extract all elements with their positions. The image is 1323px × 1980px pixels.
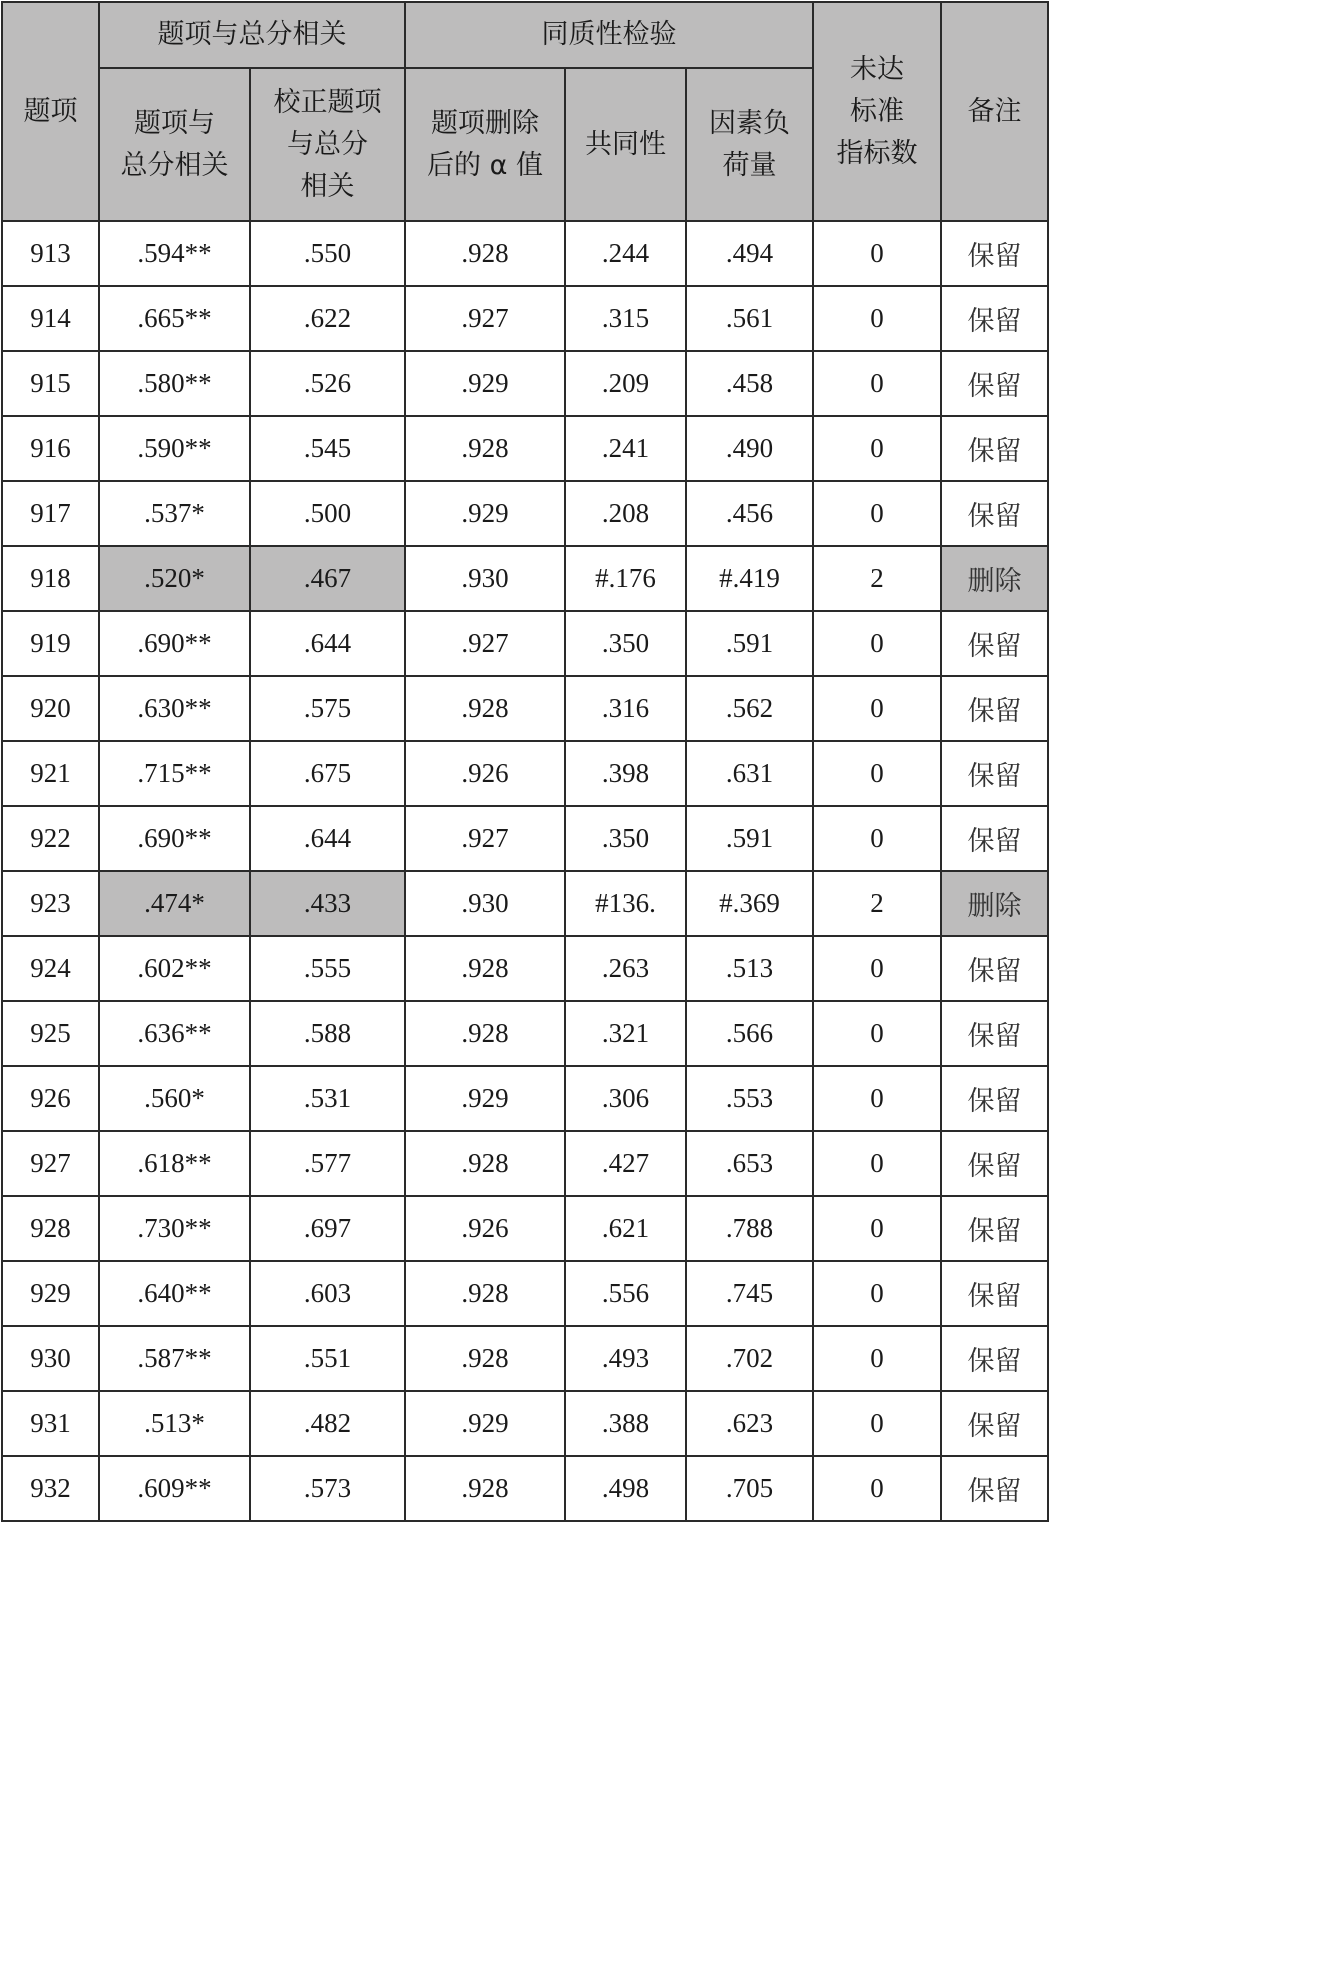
- cell-remark: 保留: [941, 351, 1048, 416]
- cell-communality: .244: [565, 221, 686, 286]
- cell-communality: .321: [565, 1001, 686, 1066]
- cell-item-total-correlation: .580**: [99, 351, 250, 416]
- cell-corrected-correlation: .603: [250, 1261, 405, 1326]
- cell-item: 913: [2, 221, 99, 286]
- cell-remark: 保留: [941, 1391, 1048, 1456]
- cell-remark: 删除: [941, 546, 1048, 611]
- cell-unmet-count: 0: [813, 221, 941, 286]
- cell-factor-loading: #.419: [686, 546, 813, 611]
- cell-alpha-if-deleted: .928: [405, 936, 565, 1001]
- cell-item-total-correlation: .715**: [99, 741, 250, 806]
- cell-item-total-correlation: .690**: [99, 806, 250, 871]
- cell-alpha-if-deleted: .928: [405, 1456, 565, 1521]
- cell-corrected-correlation: .697: [250, 1196, 405, 1261]
- cell-unmet-count: 2: [813, 546, 941, 611]
- header-unmet-line-1: 未达: [850, 53, 905, 85]
- header-alpha-if-deleted: [405, 68, 565, 221]
- cell-item: 930: [2, 1326, 99, 1391]
- header-item-total-line-2: 总分相关: [120, 149, 229, 181]
- cell-remark: 保留: [941, 1261, 1048, 1326]
- cell-corrected-correlation: .577: [250, 1131, 405, 1196]
- table-body: [2, 221, 1048, 1521]
- cell-factor-loading: .653: [686, 1131, 813, 1196]
- cell-item-total-correlation: .630**: [99, 676, 250, 741]
- cell-item: 918: [2, 546, 99, 611]
- cell-factor-loading: .705: [686, 1456, 813, 1521]
- cell-alpha-if-deleted: .928: [405, 676, 565, 741]
- cell-alpha-if-deleted: .927: [405, 286, 565, 351]
- cell-alpha-if-deleted: .929: [405, 1066, 565, 1131]
- cell-item-total-correlation: .640**: [99, 1261, 250, 1326]
- table-row: [2, 1066, 1048, 1131]
- cell-factor-loading: .591: [686, 611, 813, 676]
- cell-alpha-if-deleted: .930: [405, 546, 565, 611]
- cell-factor-loading: #.369: [686, 871, 813, 936]
- cell-corrected-correlation: .555: [250, 936, 405, 1001]
- cell-alpha-if-deleted: .930: [405, 871, 565, 936]
- table-row: [2, 936, 1048, 1001]
- table-row: [2, 1196, 1048, 1261]
- cell-item-total-correlation: .602**: [99, 936, 250, 1001]
- cell-item-total-correlation: .665**: [99, 286, 250, 351]
- table-row: [2, 1001, 1048, 1066]
- cell-factor-loading: .562: [686, 676, 813, 741]
- header-corrected-line-2: 与总分: [287, 128, 368, 160]
- header-group-correlation: 题项与总分相关: [99, 2, 405, 68]
- cell-communality: #136.: [565, 871, 686, 936]
- cell-corrected-correlation: .482: [250, 1391, 405, 1456]
- cell-factor-loading: .553: [686, 1066, 813, 1131]
- cell-item-total-correlation: .474*: [99, 871, 250, 936]
- cell-corrected-correlation: .573: [250, 1456, 405, 1521]
- cell-item: 928: [2, 1196, 99, 1261]
- header-corrected-correlation: [250, 68, 405, 221]
- table-row: [2, 676, 1048, 741]
- cell-corrected-correlation: .545: [250, 416, 405, 481]
- cell-item-total-correlation: .537*: [99, 481, 250, 546]
- header-loading-line-2: 荷量: [722, 149, 777, 181]
- cell-unmet-count: 0: [813, 1261, 941, 1326]
- cell-unmet-count: 0: [813, 676, 941, 741]
- header-item-total-correlation: [99, 68, 250, 221]
- cell-remark: 保留: [941, 1066, 1048, 1131]
- cell-item-total-correlation: .730**: [99, 1196, 250, 1261]
- cell-communality: .263: [565, 936, 686, 1001]
- cell-unmet-count: 0: [813, 1326, 941, 1391]
- cell-factor-loading: .591: [686, 806, 813, 871]
- cell-item: 915: [2, 351, 99, 416]
- header-group-homogeneity: 同质性检验: [405, 2, 813, 68]
- cell-unmet-count: 0: [813, 1391, 941, 1456]
- cell-item: 932: [2, 1456, 99, 1521]
- table-row: [2, 741, 1048, 806]
- cell-item: 919: [2, 611, 99, 676]
- cell-factor-loading: .745: [686, 1261, 813, 1326]
- cell-item-total-correlation: .587**: [99, 1326, 250, 1391]
- cell-alpha-if-deleted: .928: [405, 1326, 565, 1391]
- cell-unmet-count: 0: [813, 936, 941, 1001]
- header-unmet-line-2: 标准: [850, 95, 905, 127]
- cell-corrected-correlation: .644: [250, 806, 405, 871]
- table-row: [2, 351, 1048, 416]
- table-row: [2, 1456, 1048, 1521]
- cell-alpha-if-deleted: .927: [405, 806, 565, 871]
- table-row: [2, 286, 1048, 351]
- cell-corrected-correlation: .500: [250, 481, 405, 546]
- cell-remark: 删除: [941, 871, 1048, 936]
- cell-alpha-if-deleted: .928: [405, 416, 565, 481]
- cell-communality: .350: [565, 611, 686, 676]
- cell-factor-loading: .561: [686, 286, 813, 351]
- cell-item-total-correlation: .560*: [99, 1066, 250, 1131]
- cell-item: 914: [2, 286, 99, 351]
- cell-factor-loading: .456: [686, 481, 813, 546]
- cell-item-total-correlation: .513*: [99, 1391, 250, 1456]
- cell-unmet-count: 0: [813, 351, 941, 416]
- cell-alpha-if-deleted: .926: [405, 1196, 565, 1261]
- cell-corrected-correlation: .588: [250, 1001, 405, 1066]
- header-corrected-line-1: 校正题项: [273, 86, 382, 118]
- cell-remark: 保留: [941, 1196, 1048, 1261]
- cell-remark: 保留: [941, 416, 1048, 481]
- cell-item: 925: [2, 1001, 99, 1066]
- cell-factor-loading: .566: [686, 1001, 813, 1066]
- table-row: [2, 611, 1048, 676]
- cell-communality: .556: [565, 1261, 686, 1326]
- cell-remark: 保留: [941, 806, 1048, 871]
- cell-item: 926: [2, 1066, 99, 1131]
- table-row: [2, 1326, 1048, 1391]
- cell-communality: .316: [565, 676, 686, 741]
- cell-item: 927: [2, 1131, 99, 1196]
- cell-alpha-if-deleted: .929: [405, 1391, 565, 1456]
- cell-communality: .621: [565, 1196, 686, 1261]
- cell-communality: .427: [565, 1131, 686, 1196]
- table-row: [2, 221, 1048, 286]
- cell-alpha-if-deleted: .926: [405, 741, 565, 806]
- table-row: [2, 1391, 1048, 1456]
- cell-factor-loading: .788: [686, 1196, 813, 1261]
- header-alpha-line-1: 题项删除: [431, 107, 539, 139]
- cell-factor-loading: .623: [686, 1391, 813, 1456]
- cell-corrected-correlation: .550: [250, 221, 405, 286]
- cell-remark: 保留: [941, 286, 1048, 351]
- cell-item-total-correlation: .690**: [99, 611, 250, 676]
- cell-item-total-correlation: .609**: [99, 1456, 250, 1521]
- cell-item: 924: [2, 936, 99, 1001]
- cell-unmet-count: 0: [813, 1456, 941, 1521]
- cell-corrected-correlation: .467: [250, 546, 405, 611]
- cell-remark: 保留: [941, 1001, 1048, 1066]
- header-item-total-line-1: 题项与: [134, 107, 215, 139]
- header-alpha-line-2: 后的 α 值: [427, 149, 543, 181]
- cell-communality: .209: [565, 351, 686, 416]
- cell-unmet-count: 0: [813, 611, 941, 676]
- cell-alpha-if-deleted: .928: [405, 1001, 565, 1066]
- cell-item-total-correlation: .590**: [99, 416, 250, 481]
- cell-communality: .208: [565, 481, 686, 546]
- header-communality: 共同性: [565, 68, 686, 221]
- cell-remark: 保留: [941, 676, 1048, 741]
- header-item: 题项: [2, 2, 99, 221]
- table-row: [2, 416, 1048, 481]
- cell-factor-loading: .631: [686, 741, 813, 806]
- cell-alpha-if-deleted: .928: [405, 1131, 565, 1196]
- cell-item-total-correlation: .636**: [99, 1001, 250, 1066]
- cell-unmet-count: 0: [813, 286, 941, 351]
- cell-unmet-count: 0: [813, 1196, 941, 1261]
- cell-factor-loading: .513: [686, 936, 813, 1001]
- cell-item: 931: [2, 1391, 99, 1456]
- cell-item: 920: [2, 676, 99, 741]
- cell-alpha-if-deleted: .927: [405, 611, 565, 676]
- cell-item-total-correlation: .618**: [99, 1131, 250, 1196]
- cell-communality: .241: [565, 416, 686, 481]
- cell-factor-loading: .490: [686, 416, 813, 481]
- cell-item: 917: [2, 481, 99, 546]
- table-row: [2, 806, 1048, 871]
- cell-communality: .350: [565, 806, 686, 871]
- cell-unmet-count: 0: [813, 1001, 941, 1066]
- cell-unmet-count: 0: [813, 416, 941, 481]
- cell-communality: .388: [565, 1391, 686, 1456]
- table-row: [2, 871, 1048, 936]
- header-corrected-line-3: 相关: [300, 170, 355, 202]
- cell-remark: 保留: [941, 1326, 1048, 1391]
- cell-alpha-if-deleted: .928: [405, 1261, 565, 1326]
- cell-remark: 保留: [941, 611, 1048, 676]
- table-row: [2, 481, 1048, 546]
- cell-corrected-correlation: .433: [250, 871, 405, 936]
- cell-unmet-count: 2: [813, 871, 941, 936]
- cell-corrected-correlation: .644: [250, 611, 405, 676]
- table-header: [2, 2, 1048, 221]
- header-unmet-count: [813, 2, 941, 221]
- header-loading-line-1: 因素负: [709, 107, 791, 139]
- cell-unmet-count: 0: [813, 1131, 941, 1196]
- cell-alpha-if-deleted: .929: [405, 351, 565, 416]
- cell-communality: .493: [565, 1326, 686, 1391]
- cell-remark: 保留: [941, 221, 1048, 286]
- cell-communality: .315: [565, 286, 686, 351]
- header-remark: 备注: [941, 2, 1048, 221]
- table-row: [2, 1131, 1048, 1196]
- cell-item: 929: [2, 1261, 99, 1326]
- cell-corrected-correlation: .551: [250, 1326, 405, 1391]
- cell-communality: #.176: [565, 546, 686, 611]
- cell-communality: .398: [565, 741, 686, 806]
- cell-corrected-correlation: .575: [250, 676, 405, 741]
- cell-item: 916: [2, 416, 99, 481]
- cell-factor-loading: .494: [686, 221, 813, 286]
- cell-unmet-count: 0: [813, 481, 941, 546]
- cell-corrected-correlation: .526: [250, 351, 405, 416]
- cell-corrected-correlation: .531: [250, 1066, 405, 1131]
- cell-corrected-correlation: .675: [250, 741, 405, 806]
- cell-remark: 保留: [941, 741, 1048, 806]
- cell-factor-loading: .458: [686, 351, 813, 416]
- header-unmet-line-3: 指标数: [836, 137, 918, 169]
- table-row: [2, 546, 1048, 611]
- cell-item-total-correlation: .594**: [99, 221, 250, 286]
- cell-unmet-count: 0: [813, 741, 941, 806]
- header-factor-loading: [686, 68, 813, 221]
- cell-remark: 保留: [941, 1456, 1048, 1521]
- cell-alpha-if-deleted: .929: [405, 481, 565, 546]
- cell-item-total-correlation: .520*: [99, 546, 250, 611]
- cell-factor-loading: .702: [686, 1326, 813, 1391]
- cell-unmet-count: 0: [813, 806, 941, 871]
- cell-remark: 保留: [941, 481, 1048, 546]
- cell-communality: .306: [565, 1066, 686, 1131]
- cell-unmet-count: 0: [813, 1066, 941, 1131]
- cell-item: 923: [2, 871, 99, 936]
- cell-communality: .498: [565, 1456, 686, 1521]
- cell-remark: 保留: [941, 1131, 1048, 1196]
- cell-item: 921: [2, 741, 99, 806]
- cell-remark: 保留: [941, 936, 1048, 1001]
- cell-alpha-if-deleted: .928: [405, 221, 565, 286]
- table-row: [2, 1261, 1048, 1326]
- cell-item: 922: [2, 806, 99, 871]
- cell-corrected-correlation: .622: [250, 286, 405, 351]
- item-analysis-table: [1, 1, 1049, 1522]
